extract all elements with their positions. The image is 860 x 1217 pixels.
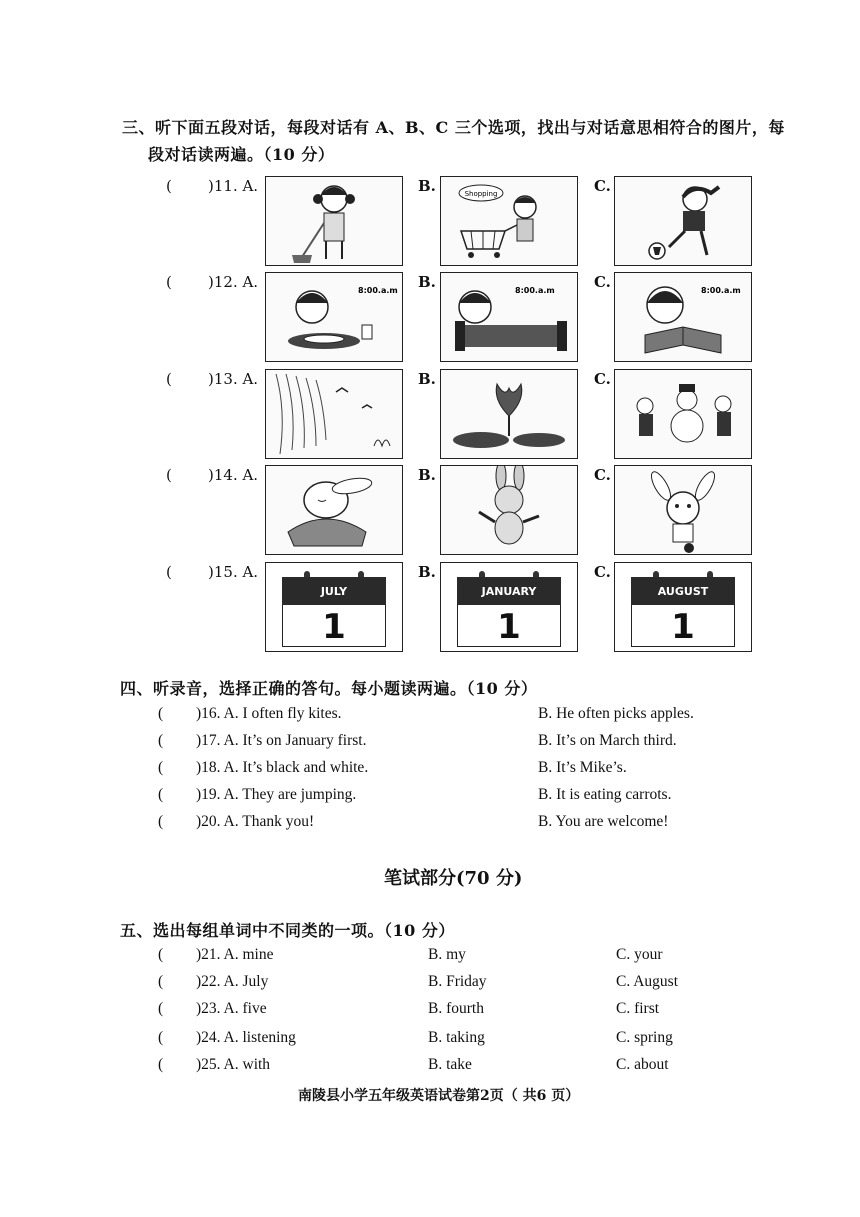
option-b-label: B. [418,466,436,484]
option-b: B. You are welcome! [538,813,669,830]
picture-rabbit-playing-ball [614,465,752,555]
answer-paren[interactable]: ( [158,705,164,722]
section-3-heading-line-1: 三、听下面五段对话，每段对话有 A、B、C 三个选项，找出与对话意思相符合的图片，每 [122,118,785,137]
calendar-month: AUGUST [631,577,735,605]
picture-summer-lotus [440,369,578,459]
section-5-heading: 五、选出每组单词中不同类的一项。（10 分） [120,921,455,940]
option-a: )25. A. with [196,1056,271,1073]
question-number: )13. A. [208,370,259,388]
option-b-label: B. [418,370,436,388]
question-number: )14. A. [208,466,259,484]
picture-rabbit-sleeping [265,465,403,555]
option-b: B. Friday [428,973,487,990]
time-label: 8:00.a.m [358,286,398,295]
option-a: )23. A. five [196,1000,267,1017]
calendar-month: JANUARY [457,577,561,605]
option-c: C. spring [616,1029,673,1046]
option-b: B. He often picks apples. [538,705,694,722]
answer-paren[interactable]: ( [158,946,164,963]
shopping-sign-text: Shopping [464,190,498,198]
calendar-day: 1 [457,605,561,647]
picture-girl-playing-football [614,176,752,266]
question-number: )15. A. [208,563,259,581]
picture-girl-shopping [440,176,578,266]
answer-paren[interactable]: ( [158,759,164,776]
picture-boy-getting-up [440,272,578,362]
option-c: C. your [616,946,663,963]
answer-paren[interactable]: ( [158,1029,164,1046]
option-b-label: B. [418,563,436,581]
answer-paren[interactable]: ( [158,1000,164,1017]
option-b: B. fourth [428,1000,484,1017]
picture-spring-willow [265,369,403,459]
answer-paren[interactable]: ( [166,563,172,581]
time-label: 8:00.a.m [515,286,555,295]
option-c-label: C. [594,466,611,484]
written-part-title: 笔试部分(70 分) [384,868,523,889]
option-b-label: B. [418,273,436,291]
option-c: C. August [616,973,679,990]
answer-paren[interactable]: ( [158,786,164,803]
answer-paren[interactable]: ( [166,273,172,291]
option-b: B. It is eating carrots. [538,786,672,803]
option-c-label: C. [594,563,611,581]
question-number: )12. A. [208,273,259,291]
picture-winter-snowman [614,369,752,459]
picture-calendar-july [265,562,403,652]
section-3-heading-line-2: 段对话读两遍。（10 分） [148,145,335,164]
answer-paren[interactable]: ( [158,973,164,990]
option-b: B. take [428,1056,472,1073]
option-c-label: C. [594,177,611,195]
option-a: )20. A. Thank you! [196,813,315,830]
option-b: B. taking [428,1029,485,1046]
picture-boy-eating-breakfast [265,272,403,362]
option-b: B. my [428,946,466,963]
option-c: C. about [616,1056,669,1073]
answer-paren[interactable]: ( [158,1056,164,1073]
option-a: )24. A. listening [196,1029,296,1046]
option-c-label: C. [594,273,611,291]
option-a: )17. A. It’s on January first. [196,732,367,749]
calendar-day: 1 [631,605,735,647]
picture-calendar-august [614,562,752,652]
option-a: )16. A. I often fly kites. [196,705,342,722]
answer-paren[interactable]: ( [166,177,172,195]
picture-calendar-january [440,562,578,652]
option-c: C. first [616,1000,660,1017]
option-a: )19. A. They are jumping. [196,786,357,803]
option-c-label: C. [594,370,611,388]
picture-girl-sweeping [265,176,403,266]
answer-paren[interactable]: ( [158,732,164,749]
calendar-day: 1 [282,605,386,647]
section-4-heading: 四、听录音，选择正确的答句。每小题读两遍。（10 分） [120,679,538,698]
option-a: )22. A. July [196,973,269,990]
option-b-label: B. [418,177,436,195]
option-b: B. It’s Mike’s. [538,759,627,776]
answer-paren[interactable]: ( [166,466,172,484]
time-label: 8:00.a.m [701,286,741,295]
picture-boy-reading [614,272,752,362]
picture-rabbit-dancing [440,465,578,555]
page-footer: 南陵县小学五年级英语试卷第2页（ 共6 页） [298,1088,580,1104]
answer-paren[interactable]: ( [166,370,172,388]
option-a: )18. A. It’s black and white. [196,759,369,776]
calendar-month: JULY [282,577,386,605]
option-a: )21. A. mine [196,946,274,963]
answer-paren[interactable]: ( [158,813,164,830]
option-b: B. It’s on March third. [538,732,677,749]
question-number: )11. A. [208,177,259,195]
